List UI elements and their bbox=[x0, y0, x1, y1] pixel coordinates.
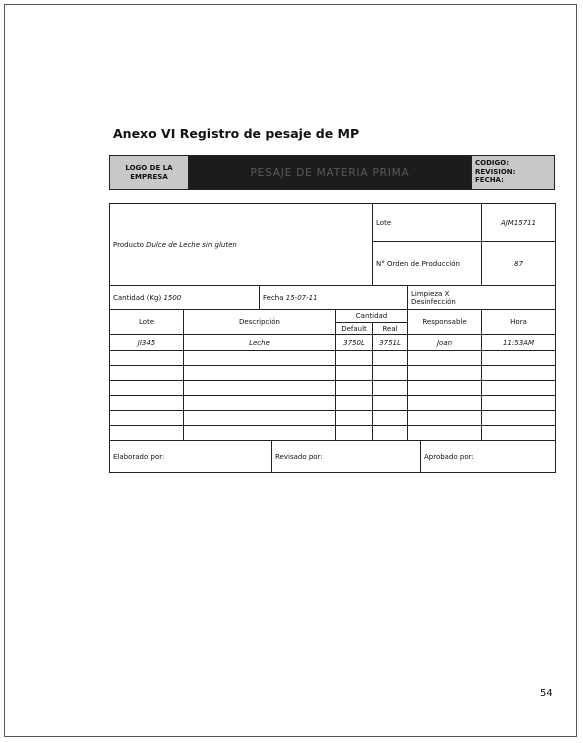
cantidad-label: Cantidad (Kg) bbox=[113, 293, 162, 302]
row-descripcion bbox=[184, 396, 336, 411]
signature-row bbox=[110, 441, 556, 473]
row-hora bbox=[482, 396, 556, 411]
col-header-default: Default bbox=[336, 323, 373, 335]
table-row bbox=[110, 396, 556, 411]
logo-line-1: LOGO DE LA bbox=[125, 163, 173, 172]
row-responsable bbox=[408, 411, 482, 426]
row-lote bbox=[110, 426, 184, 441]
row-default: 3750L bbox=[336, 335, 373, 351]
revisado-label: Revisado por: bbox=[272, 441, 421, 472]
row-hora bbox=[482, 351, 556, 366]
row-lote bbox=[110, 351, 184, 366]
row-responsable bbox=[408, 366, 482, 381]
row-real bbox=[373, 366, 408, 381]
producto-value: Dulce de Leche sin gluten bbox=[146, 240, 237, 249]
row-real: 3751L bbox=[373, 335, 408, 351]
row-hora bbox=[482, 411, 556, 426]
row-default bbox=[336, 426, 373, 441]
row-responsable bbox=[408, 426, 482, 441]
row-lote: JI345 bbox=[110, 335, 184, 351]
fecha-label: FECHA: bbox=[475, 176, 504, 184]
logo-line-2: EMPRESA bbox=[130, 172, 168, 181]
col-header-responsable: Responsable bbox=[408, 310, 482, 335]
row-real bbox=[373, 396, 408, 411]
row-real bbox=[373, 381, 408, 396]
row-descripcion bbox=[184, 381, 336, 396]
lote-label: Lote bbox=[373, 204, 482, 242]
page-title: Anexo VI Registro de pesaje de MP bbox=[113, 126, 360, 141]
col-header-hora: Hora bbox=[482, 310, 556, 335]
row-descripcion bbox=[184, 411, 336, 426]
cantidad-value: 1500 bbox=[163, 293, 182, 302]
row-hora bbox=[482, 381, 556, 396]
table-row bbox=[110, 366, 556, 381]
row-lote bbox=[110, 396, 184, 411]
row-default bbox=[336, 351, 373, 366]
document-header bbox=[109, 155, 555, 190]
logo-placeholder bbox=[110, 156, 189, 189]
orden-label: N° Orden de Producción bbox=[373, 242, 482, 286]
limpieza-line-2: Desinfección bbox=[411, 297, 456, 306]
col-header-real: Real bbox=[373, 323, 408, 335]
cantidad-cell bbox=[110, 286, 260, 310]
elaborado-label: Elaborado por: bbox=[110, 441, 272, 472]
orden-value: 87 bbox=[482, 242, 556, 286]
row-hora bbox=[482, 426, 556, 441]
fecha-cell bbox=[260, 286, 408, 310]
row-default bbox=[336, 396, 373, 411]
row-default bbox=[336, 411, 373, 426]
row-hora bbox=[482, 366, 556, 381]
table-row bbox=[110, 351, 556, 366]
weighing-form bbox=[109, 203, 556, 473]
aprobado-label: Aprobado por: bbox=[424, 452, 474, 461]
row-descripcion bbox=[184, 366, 336, 381]
row-default bbox=[336, 381, 373, 396]
fecha-label: Fecha bbox=[263, 293, 284, 302]
revision-label: REVISION: bbox=[475, 167, 516, 176]
table-row bbox=[110, 335, 556, 351]
row-lote bbox=[110, 366, 184, 381]
row-descripcion bbox=[184, 351, 336, 366]
row-real bbox=[373, 351, 408, 366]
table-row bbox=[110, 426, 556, 441]
row-hora: 11:53AM bbox=[482, 335, 556, 351]
row-real bbox=[373, 426, 408, 441]
limpieza-cell bbox=[408, 286, 556, 310]
row-responsable bbox=[408, 381, 482, 396]
table-row bbox=[110, 411, 556, 426]
row-responsable bbox=[408, 351, 482, 366]
row-responsable: Joan bbox=[408, 335, 482, 351]
row-default bbox=[336, 366, 373, 381]
header-codes bbox=[471, 156, 554, 189]
codigo-label: CODIGO: bbox=[475, 159, 509, 167]
row-lote bbox=[110, 411, 184, 426]
row-responsable bbox=[408, 396, 482, 411]
col-header-descripcion: Descripción bbox=[184, 310, 336, 335]
lote-value: AJM15711 bbox=[482, 204, 556, 242]
col-header-cantidad: Cantidad bbox=[336, 310, 408, 323]
producto-label: Producto bbox=[113, 240, 144, 249]
header-title: PESAJE DE MATERIA PRIMA bbox=[189, 156, 471, 189]
page-number: 54 bbox=[540, 688, 553, 699]
fecha-value: 15-07-11 bbox=[285, 293, 318, 302]
col-header-lote: Lote bbox=[110, 310, 184, 335]
row-descripcion bbox=[184, 426, 336, 441]
table-row bbox=[110, 381, 556, 396]
row-descripcion: Leche bbox=[184, 335, 336, 351]
limpieza-line-1: Limpieza X bbox=[411, 289, 450, 298]
row-real bbox=[373, 411, 408, 426]
producto-cell bbox=[110, 204, 373, 286]
row-lote bbox=[110, 381, 184, 396]
